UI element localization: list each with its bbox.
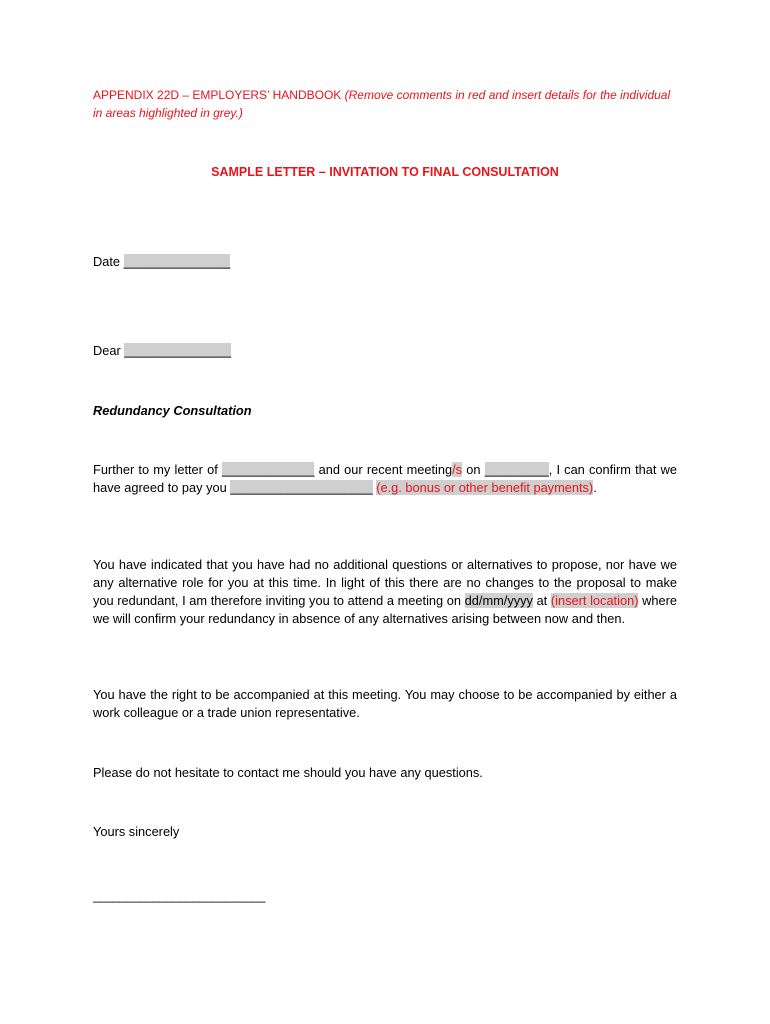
para1-text-1: Further to my letter of bbox=[93, 462, 218, 477]
appendix-instructions: (Remove comments in red and insert details for the individual in areas highlighted in grey.) bbox=[93, 88, 671, 120]
signature-line[interactable]: __________________________ bbox=[93, 888, 266, 903]
para1-text-3: on bbox=[466, 462, 481, 477]
meeting-plural-note[interactable]: /s bbox=[452, 462, 463, 477]
salutation-line bbox=[93, 342, 677, 360]
date-label: Date bbox=[93, 254, 121, 269]
para1-text-5: . bbox=[593, 480, 597, 495]
paragraph-payment bbox=[93, 461, 677, 497]
subject-heading: Redundancy Consultation bbox=[93, 403, 252, 418]
appendix-header bbox=[93, 86, 677, 122]
date-blank[interactable]: _______________ bbox=[123, 254, 231, 269]
closing-line: Yours sincerely bbox=[93, 824, 180, 839]
para2-text-3: where we will confirm your redundancy in absence of any alternatives arising between now and then. bbox=[93, 593, 677, 626]
meeting-date-field[interactable]: dd/mm/yyyy bbox=[464, 593, 533, 608]
letter-title: SAMPLE LETTER – INVITATION TO FINAL CONSULTATION bbox=[211, 165, 559, 179]
payment-note[interactable]: (e.g. bonus or other benefit payments) bbox=[376, 480, 594, 495]
location-field[interactable]: (insert location) bbox=[550, 593, 639, 608]
payment-amount-blank[interactable]: ____________________ bbox=[230, 480, 373, 495]
para1-text-4: , I can confirm that we have agreed to pay you bbox=[93, 462, 677, 495]
para2-text-1: You have indicated that you have had no additional questions or alternatives to propose, nor have we any alternative role for you at this time. In light of this there are no changes to the proposal to make you redundant, I am therefore inviting you to attend a meeting on bbox=[93, 557, 677, 608]
paragraph-accompanied: You have the right to be accompanied at this meeting. You may choose to be accompanied by either a work colleague or a trade union representative. bbox=[93, 687, 677, 720]
para2-text-2: at bbox=[536, 593, 548, 608]
recipient-blank[interactable]: _______________ bbox=[124, 343, 232, 358]
salutation-label: Dear bbox=[93, 343, 121, 358]
date-line bbox=[93, 253, 677, 271]
meeting-date-blank[interactable]: _________ bbox=[484, 462, 549, 477]
paragraph-invitation bbox=[93, 556, 677, 628]
appendix-label: APPENDIX 22D – EMPLOYERS’ HANDBOOK bbox=[93, 88, 342, 102]
paragraph-contact: Please do not hesitate to contact me should you have any questions. bbox=[93, 765, 483, 780]
para1-text-2: and our recent meeting bbox=[318, 462, 453, 477]
letter-date-blank[interactable]: _____________ bbox=[221, 462, 315, 477]
